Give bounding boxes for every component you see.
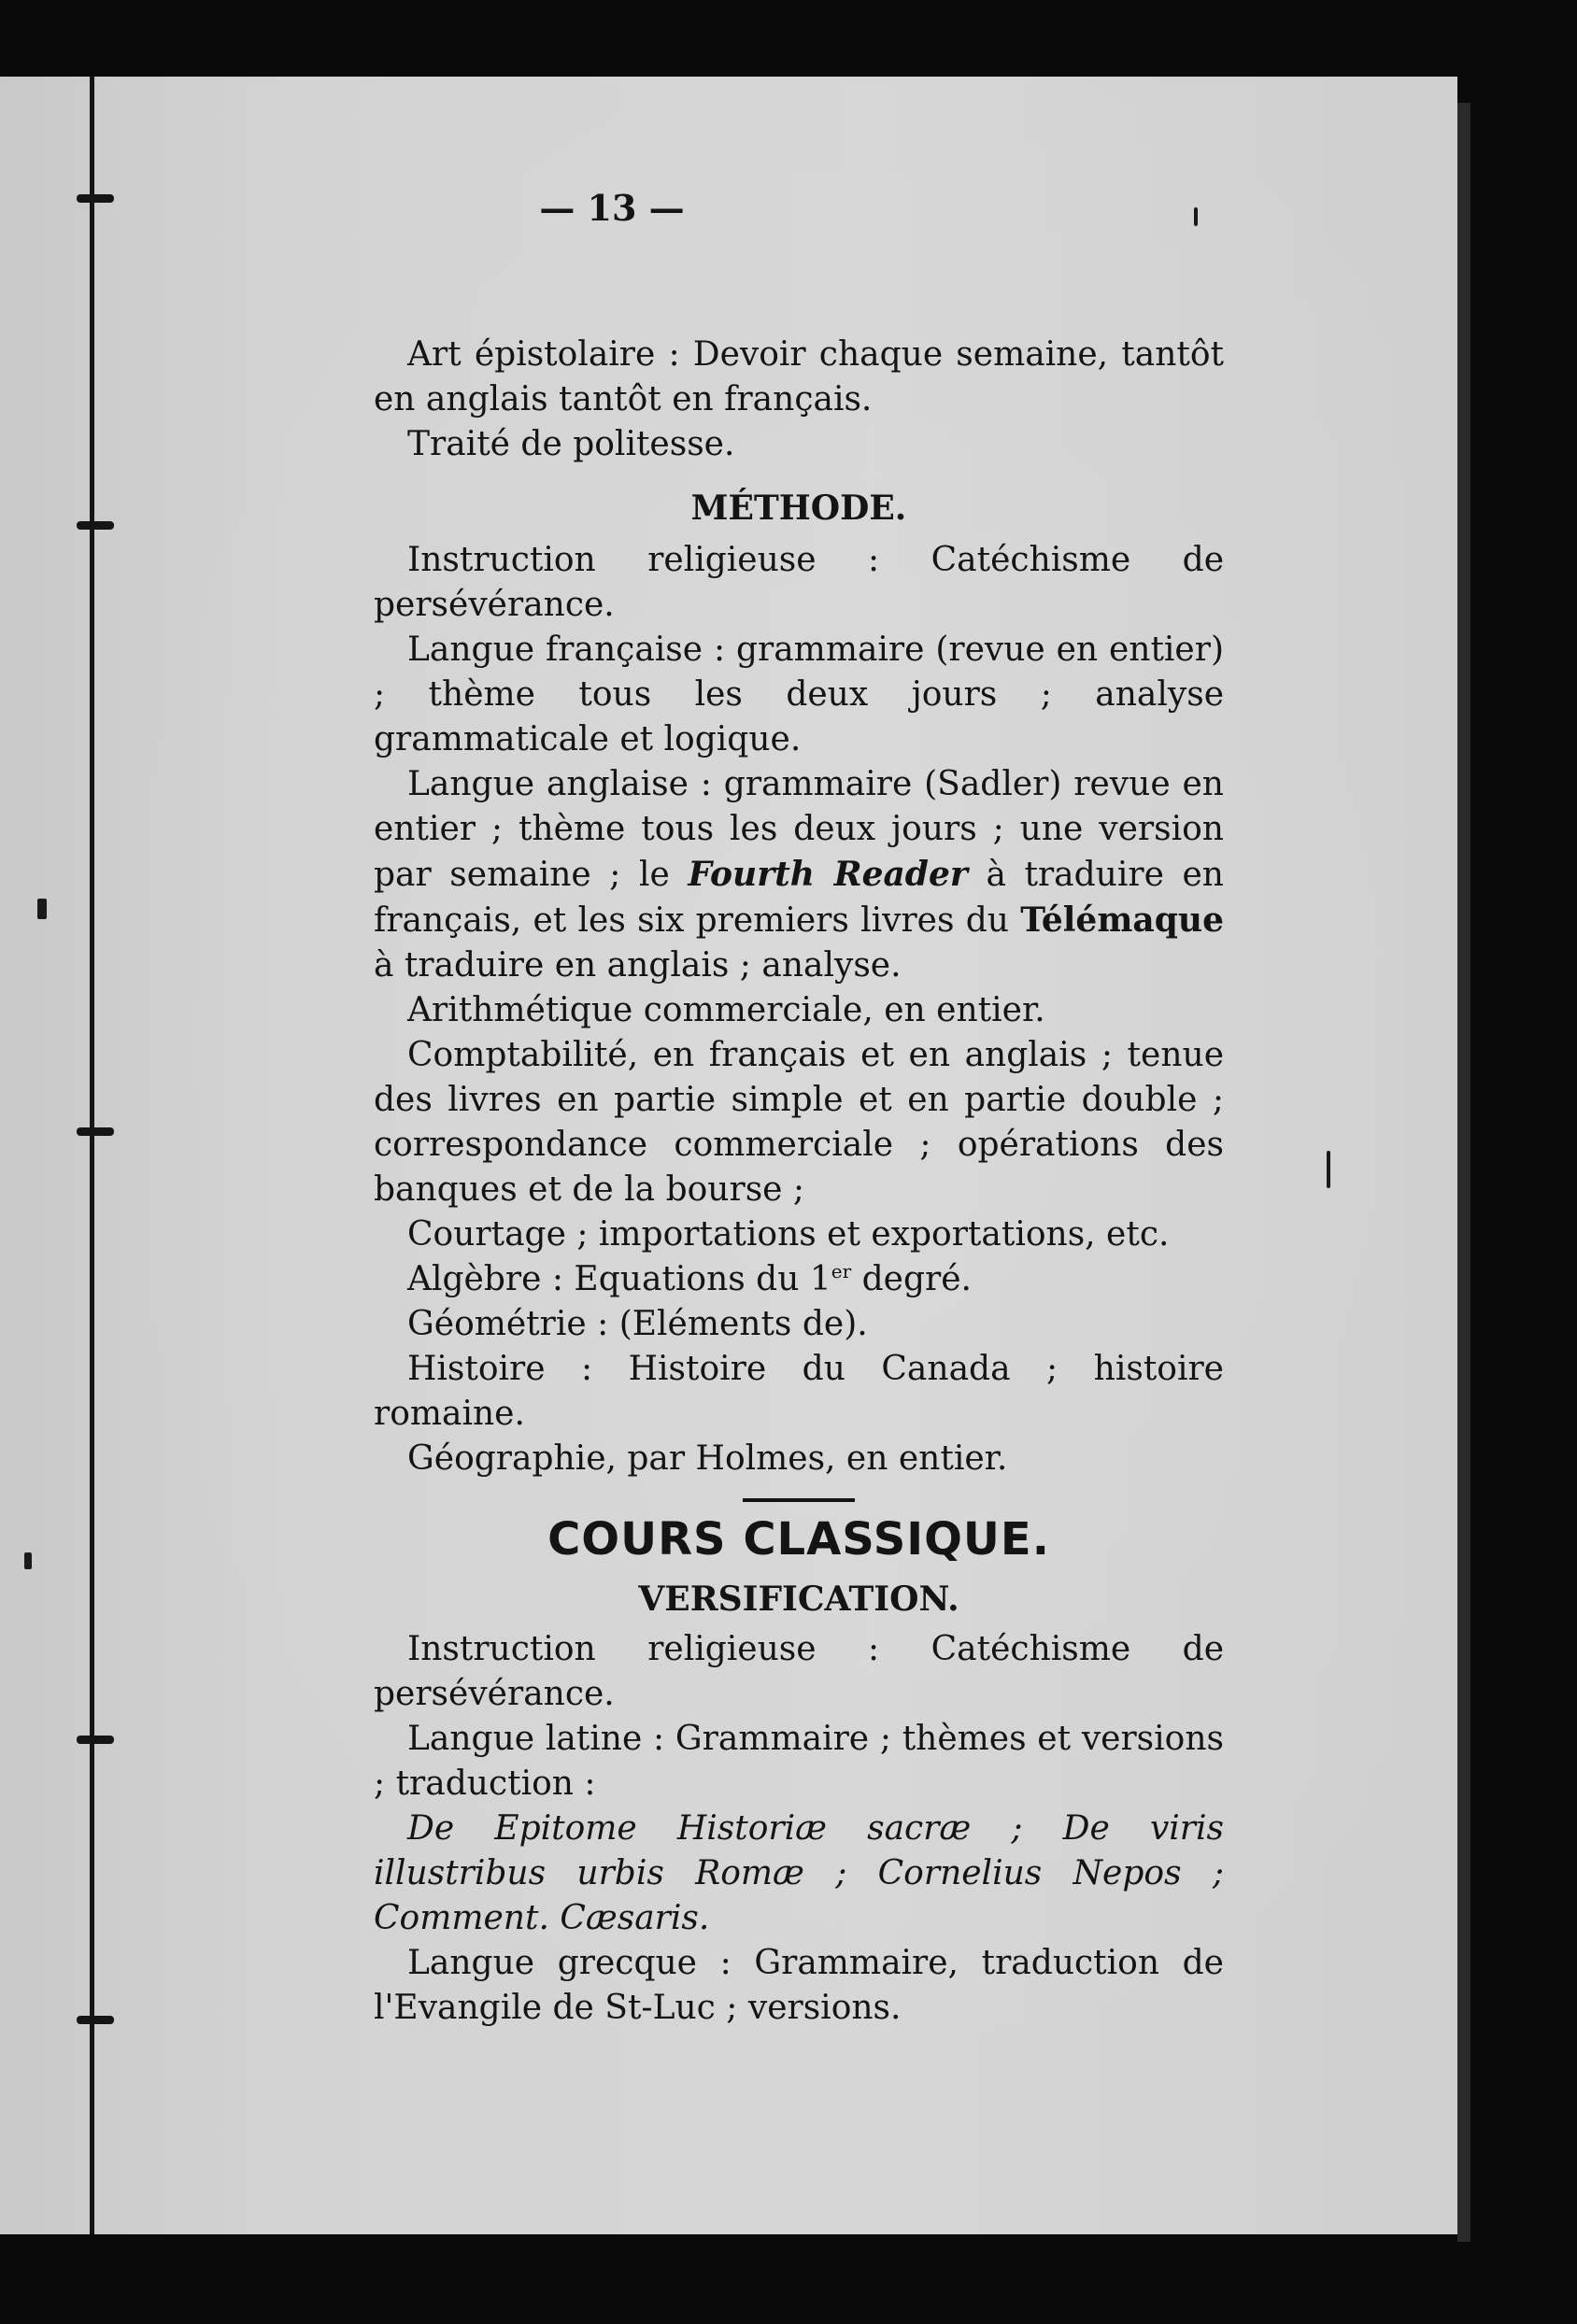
ink-speck (1327, 1151, 1330, 1188)
binding-stitch (77, 1127, 114, 1136)
paragraph-langue-anglaise (374, 762, 1224, 988)
paragraph-politesse: Traité de politesse. (407, 425, 735, 463)
fourth-reader-title: Fourth Reader (688, 855, 968, 894)
algebre-superscript: er (831, 1260, 852, 1282)
paragraph-histoire: Histoire : Histoire du Canada ; histoire romaine. (374, 1350, 1224, 1433)
page-edge-shadow (1457, 103, 1470, 2242)
paragraph-latin-texts: De Epitome Historiæ sacræ ; De viris illustribus urbis Romæ ; Cornelius Nepos ; Comment. Cæsaris. (374, 1809, 1224, 1937)
telemaque-title: Télémaque (1020, 900, 1224, 940)
paragraph-algebre (374, 1257, 1224, 1302)
paragraph-langue-francaise: Langue française : grammaire (revue en entier) ; thème tous les deux jours ; analyse grammaticale et logique. (374, 631, 1224, 758)
page-text-column (374, 333, 1224, 2031)
paragraph-langue-grecque: Langue grecque : Grammaire, traduction de l'Evangile de St-Luc ; versions. (374, 1944, 1224, 2027)
section-title-cours-classique: COURS CLASSIQUE. (547, 1513, 1050, 1566)
anglaise-part3: à traduire en anglais ; analyse. (374, 946, 902, 985)
section-divider (743, 1498, 855, 1502)
binding-thread (90, 77, 94, 2234)
paragraph-geometrie: Géométrie : (Eléments de). (407, 1305, 868, 1343)
binding-stitch (77, 1736, 114, 1744)
ink-speck (37, 899, 47, 919)
paragraph-instruction-religieuse-2: Instruction religieuse : Catéchisme de persévérance. (374, 1630, 1224, 1713)
heading-versification: VERSIFICATION. (638, 1580, 959, 1619)
paragraph-geographie: Géographie, par Holmes, en entier. (407, 1439, 1008, 1478)
page-number: — 13 — (539, 187, 685, 229)
paragraph-arithmetique: Arithmétique commerciale, en entier. (407, 991, 1045, 1029)
heading-methode: MÉTHODE. (690, 489, 907, 528)
binding-stitch (77, 521, 114, 530)
anglaise-part1: Langue anglaise : grammaire (Sadler) revue en entier ; thème tous les deux jours ; une version par semaine ; le (374, 765, 1224, 894)
algebre-text: Algèbre : Equations du 1 (407, 1260, 831, 1298)
binding-stitch (77, 2016, 114, 2024)
paragraph-instruction-religieuse: Instruction religieuse : Catéchisme de persévérance. (374, 541, 1224, 624)
ink-speck (24, 1552, 32, 1569)
paragraph-langue-latine: Langue latine : Grammaire ; thèmes et versions ; traduction : (374, 1720, 1224, 1803)
paragraph-art-epistolaire: Art épistolaire : Devoir chaque semaine, tantôt en anglais tantôt en français. (374, 335, 1224, 418)
paragraph-comptabilite: Comptabilité, en français et en anglais ; tenue des livres en partie simple et en partie double ; correspondance commerciale ; opérations des banques et de la bourse ; (374, 1036, 1224, 1209)
algebre-end: degré. (851, 1260, 972, 1298)
anglaise-part2: à traduire en français, et les six premiers livres du (374, 856, 1224, 940)
paragraph-courtage: Courtage ; importations et exportations, etc. (407, 1215, 1170, 1254)
